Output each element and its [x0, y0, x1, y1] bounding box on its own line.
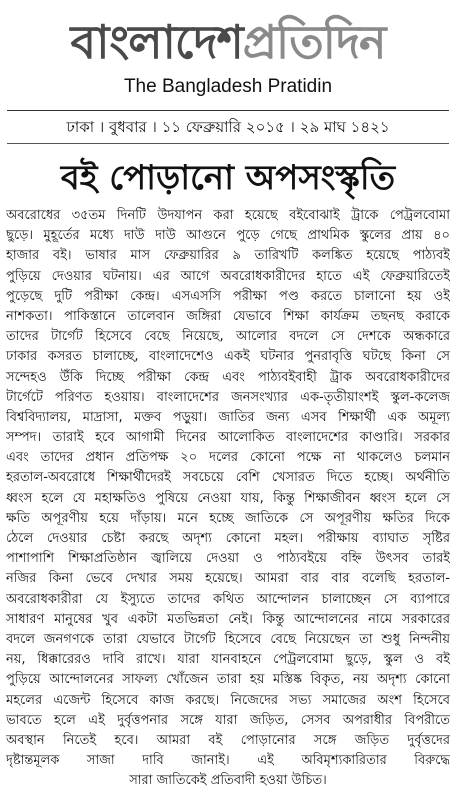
article-line: সন্দেহও উঁকি দিচ্ছে পরীক্ষা কেন্দ্র এবং পাঠ্যবইবাহী ট্রাক অবরোধকারীদের [6, 369, 450, 385]
article-line: সারা জাতিকেই প্রতিবাদী হওয়া উচিত। [129, 773, 327, 789]
article-line: পুড়েছে দুটি পরীক্ষা কেন্দ্র। এসএসসি পরীক্ষা পণ্ড করতে চালানো হয় ওই [6, 288, 450, 304]
article-line: ধ্বংস হলে যে মহাক্ষতিও পুষিয়ে নেওয়া যায়, কিন্তু শিক্ষাজীবন ধ্বংস হলে সে [6, 490, 450, 506]
newspaper-subtitle: The Bangladesh Pratidin [123, 76, 333, 97]
article-line: পুড়িয়ে দেওয়ার ঘটনায়। এর আগে অবরোধকারীদের হাতে এই ফেব্রুয়ারিতেই [6, 268, 450, 284]
article-line: বদলে জনগণকে তারা যেভাবে টার্গেট হিসেবে বেছে নিয়েছেন তা শুধু নিন্দনীয় [6, 631, 450, 647]
article-line: ঢাকার কসরত চালাচ্ছে, বাংলাদেশেও একই ঘটনার পুনরাবৃত্তি ঘটছে কিনা সে [6, 349, 450, 365]
article-line: অবরোধকারীরা যে ইস্যুতে তাদের কথিত আন্দোলন চালাচ্ছেন সে ব্যাপারে [6, 591, 450, 607]
article-line: নজির কিনা ভেবে দেখার সময় হয়েছে। আমরা বার বার বলেছি হরতাল- [6, 571, 450, 587]
dateline: ঢাকা । বুধবার । ১১ ফেব্রুয়ারি ২০১৫ । ২৯ মাঘ ১৪২১ [66, 118, 390, 136]
article-line: সাধারণ মানুষের খুব একটা মতভিন্নতা নেই। কিন্তু আন্দোলনের নামে সরকারের [6, 611, 450, 627]
article-headline: বই পোড়ানো অপসংস্কৃতি [60, 158, 396, 198]
newspaper-logo [0, 16, 456, 68]
article-line: নাশকতা। পাকিস্তানে তালেবান জঙ্গিরা যেভাবে শিক্ষা কার্যক্রম তছনছ করাকে [6, 308, 450, 324]
masthead [0, 0, 456, 112]
article-body [6, 206, 450, 791]
divider-bottom [7, 143, 449, 144]
article-line: ক্ষতি অপূরণীয় হয়ে দাঁড়ায়। মনে হচ্ছে জাতিকে সে অপূরণীয় ক্ষতির দিকে [6, 510, 450, 526]
article-line: হরতাল-অবরোধে শিক্ষার্থীদেরই সবচেয়ে বেশি খেসারত দিতে হচ্ছে। অর্থনীতি [6, 470, 450, 486]
article-line: তাদের টার্গেট হিসেবে বেছে নিয়েছে, আলোর বদলে সে দেশকে অন্ধকারে [6, 329, 450, 345]
article-line: ঠেলে দেওয়ার চেষ্টা করছে অদৃশ্য কোনো মহল। পরীক্ষায় ব্যাঘাত সৃষ্টির [6, 531, 450, 546]
article-line: টার্গেটে পরিণত হওয়ায়। বাংলাদেশের জনসংখ্যার এক-তৃতীয়াংশই স্কুল-কলেজ [6, 389, 450, 405]
article-line: মহলের এজেন্ট হিসেবে কাজ করছে। নিজেদের সভ্য সমাজের অংশ হিসেবে [6, 692, 450, 708]
article-line: অবস্থান নিতেই হবে। আমরা বই পোড়ানোর সঙ্গে জড়িত দুর্বৃত্তদের [6, 732, 450, 748]
logo-part-b: প্রতিদিন [242, 15, 386, 69]
article-line: নয়, ধিক্কারেরও দাবি রাখে। যারা যানবাহনে পেট্রলবোমা ছুড়ে, স্কুল ও বই [6, 652, 450, 668]
article-line: ছুড়ে। মুহূর্তের মধ্যে দাউ দাউ আগুনে পুড়ে গেছে প্রাথমিক স্কুলের প্রায় ৪০ [6, 228, 450, 244]
article-line: হাজার বই। ভাষার মাস ফেব্রুয়ারির ৯ তারিখটি কলঙ্কিত হয়েছে পাঠ্যবই [6, 248, 450, 264]
article-line: পুড়িয়ে আন্দোলনের সাফল্য খোঁজেন তারা হয় মস্তিষ্ক বিকৃত, নয় অদৃশ্য কোনো [6, 672, 450, 688]
article-line: দৃষ্টান্তমূলক সাজা দাবি জানাই। এই অবিমৃশ্যকারিতার বিরুদ্ধে [6, 753, 450, 769]
article-line: বিশ্ববিদ্যালয়, মাদ্রাসা, মক্তব পড়ুয়া। জাতির জন্য এসব শিক্ষার্থী এক অমূল্য [6, 409, 450, 425]
article-line: পাশাপাশি শিক্ষাপ্রতিষ্ঠান জ্বালিয়ে দেওয়া ও পাঠ্যবইয়ে বহ্নি উৎসব তারই [6, 551, 450, 567]
article-line: সম্পদ। তারাই হবে আগামী দিনের আলোকিত বাংলাদেশের কাণ্ডারি। সরকার [6, 430, 450, 446]
article-line: অবরোধের ৩৫তম দিনটি উদযাপন করা হয়েছে বইবোঝাই ট্রাকে পেট্রলবোমা [6, 208, 450, 223]
logo-part-a: বাংলাদেশ [70, 15, 243, 69]
article-line: ভাবতে হলে এই দুর্বৃত্তপনার সঙ্গে যারা জড়িত, সেসব অপরাধীর বিপরীতে [6, 712, 450, 728]
divider-top [7, 110, 449, 111]
article-line: এবং তাদের প্রধান প্রতিপক্ষ ২০ দলের কোনো পক্ষে না থাকলেও চলমান [6, 450, 450, 466]
